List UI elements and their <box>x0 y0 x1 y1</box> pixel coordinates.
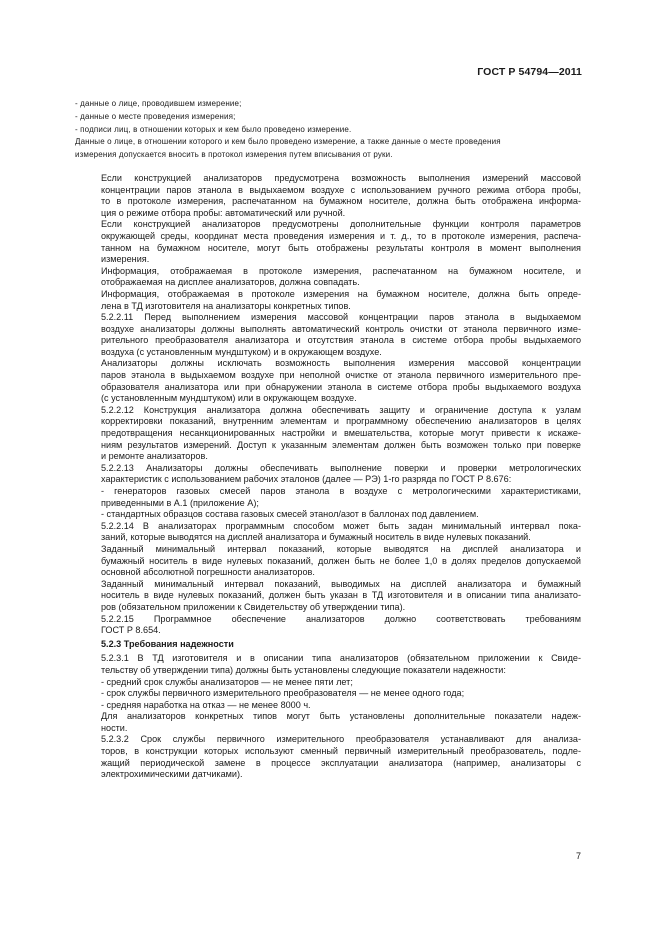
list-item <box>75 700 581 712</box>
text-line: Заданный минимальный интервал показаний, которые выводятся на дисплей анализатора и <box>101 543 581 554</box>
text-line: Если конструкцией анализаторов предусмотрена возможность выполнения измерений массовой <box>101 172 581 183</box>
text-line: Если конструкцией анализаторов предусмотрены дополнительные функции контроля параметров <box>101 219 581 230</box>
text-line: 5.2.3.2 Срок службы первичного измерительного преобразователя устанавливают для анализа- <box>101 734 581 745</box>
text-line: Для анализаторов конкретных типов могут быть установлены дополнительные показатели надеж- <box>101 711 581 722</box>
paragraph <box>75 711 581 734</box>
text-line: характеристик с использованием рабочих эталонов (далее — РЭ) 1-го разряда по ГОСТ Р 8.676: <box>101 474 512 485</box>
paragraph <box>75 289 581 312</box>
list-item <box>75 509 581 521</box>
text-line: 5.2.2.13 Анализаторы должны обеспечивать выполнение поверки и проверки метрологических <box>101 462 581 473</box>
paragraph <box>75 266 581 289</box>
text-line: 5.2.2.11 Перед выполнением измерения массовой концентрации паров этанола в выдыхаемом <box>101 312 581 323</box>
page-content <box>75 98 581 781</box>
text-line: носитель в виде нулевых показаний, должен быть указан в ТД изготовителя и в описании типа анализато- <box>101 590 581 601</box>
page-number: 7 <box>575 851 581 861</box>
text-line: - средняя наработка на отказ — не менее 8000 ч. <box>101 699 311 710</box>
text-line: рительного преобразователя анализатора и отсутствия этанола в системе отбора пробы выдыхаемого <box>101 335 581 346</box>
text-line: ности. <box>101 722 128 733</box>
text-line: 5.2.2.14 В анализаторах программным способом может быть задан минимальный интервал пока- <box>101 520 581 531</box>
small-print-block <box>75 98 581 162</box>
text-line: - стандартных образцов состава газовых смесей этанол/азот в баллонах под давлением. <box>101 509 479 520</box>
small-line: - данные о месте проведения измерения; <box>75 111 236 121</box>
list-item <box>75 677 581 689</box>
text-line: 5.2.3.1 В ТД изготовителя и в описании типа анализаторов (обязательном приложении к Свиде- <box>101 653 581 664</box>
text-line: окружающей среды, координат места проведения измерения и т. д., то в протоколе измерения, распеча- <box>101 230 581 241</box>
text-line: 5.2.2.15 Программное обеспечение анализаторов должно соответствовать требованиям <box>101 613 581 624</box>
text-line: Информация, отображаемая в протоколе измерения на бумажном носителе, должна быть опреде- <box>101 288 581 299</box>
text-line: ров (обязательном приложении к Свидетельству об утверждении типа). <box>101 601 406 612</box>
paragraph <box>75 173 581 219</box>
text-line: Информация, отображаемая в протоколе измерения, распечатанном на бумажном носителе, и <box>101 265 581 276</box>
paragraph <box>75 653 581 676</box>
text-line: ГОСТ Р 8.654. <box>101 625 161 636</box>
paragraph <box>75 463 581 486</box>
text-line: электрохимическими датчиками). <box>101 769 243 780</box>
text-line: отображаемая на дисплее анализаторов, должна совпадать. <box>101 277 360 288</box>
text-line: тельству об утверждении типа) должны быть установлены следующие показатели надежности: <box>101 664 506 675</box>
small-line: Данные о лице, в отношении которого и кем было проведено измерение, а также данные о месте проведения <box>75 137 501 147</box>
text-line: корректировки показаний, внутренним элементам и программному обеспечению анализаторов в целях <box>101 416 581 427</box>
text-line: ция о режиме отбора пробы: автоматический или ручной. <box>101 207 346 218</box>
small-line: - данные о лице, проводившем измерение; <box>75 99 242 108</box>
text-line: Анализаторы должны исключать возможность выполнения измерения массовой концентрации <box>101 358 581 369</box>
paragraph <box>75 521 581 544</box>
text-line: лена в ТД изготовителя на анализаторы конкретных типов. <box>101 300 351 311</box>
small-line: измерения допускается вносить в протокол измерения путем вписывания от руки. <box>75 150 393 160</box>
text-line: - средний срок службы анализаторов — не менее пяти лет; <box>101 676 353 687</box>
paragraph <box>75 219 581 265</box>
paragraph <box>75 358 581 404</box>
text-line: танном на бумажном носителе, могут быть отображены результаты контроля в момент выполнения <box>101 242 581 253</box>
paragraph <box>75 544 581 579</box>
text-line: жащий периодической замене в процессе эксплуатации анализатора (например, анализаторы с <box>101 757 581 768</box>
paragraph <box>75 734 581 780</box>
section-heading: 5.2.3 Требования надежности <box>101 638 234 649</box>
paragraph <box>75 579 581 614</box>
text-line: измерения. <box>101 254 150 265</box>
text-line: образователя анализатора или при обнаружении этанола в системе отбора пробы выдыхаемого воздуха <box>101 381 581 392</box>
text-line: паров этанола в выдыхаемом воздухе при неполной очистке от этанола первичного измерительного пре- <box>101 370 581 381</box>
text-line: торов, в конструкции которых используют сменный первичный измерительный преобразователь, подле- <box>101 746 581 757</box>
main-text <box>75 173 581 781</box>
list-item <box>75 688 581 700</box>
paragraph <box>75 614 581 637</box>
text-line: заний, которые выводятся на дисплей анализатора и бумажный носитель в виде нулевых показаний. <box>101 532 531 543</box>
text-line: Заданный минимальный интервал показаний, выводимых на дисплей анализатора и бумажный <box>101 578 581 589</box>
standard-designation: ГОСТ Р 54794—2011 <box>477 66 582 78</box>
text-line: предотвращения несанкционированных настройки и вмешательства, которые могут привести к искаже- <box>101 428 581 439</box>
text-line: воздуха (с установленным мундштуком) и в окружающем воздухе. <box>101 346 382 357</box>
text-line: основной абсолютной погрешности анализаторов. <box>101 567 315 578</box>
text-line: - генераторов газовых смесей паров этанола в воздухе с метрологическими характеристиками, <box>101 486 581 497</box>
text-line: концентрации паров этанола в выдыхаемом воздухе с использованием ручного режима отбора пробы, <box>101 184 581 195</box>
text-line: приведенными в А.1 (приложение А); <box>101 497 259 508</box>
text-line: бумажный носитель в виде нулевых показаний, должен быть не более 1,0 в долях пределов допускаемой <box>101 555 581 566</box>
paragraph <box>75 312 581 358</box>
text-line: и ремонте анализаторов. <box>101 451 208 462</box>
text-line: - срок службы первичного измерительного преобразователя — не менее одного года; <box>101 688 465 699</box>
text-line: то в протоколе измерения, распечатанном на бумажном носителе, должна быть отображена информа- <box>101 196 581 207</box>
list-item <box>75 486 581 509</box>
text-line: воздухе анализаторы должны выполнять автоматический контроль очистки от этанола первичного изме- <box>101 323 581 334</box>
small-line: - подписи лиц, в отношении которых и кем было проведено измерение. <box>75 124 352 134</box>
text-line: 5.2.2.12 Конструкция анализатора должна обеспечивать защиту и ограничение доступа к узлам <box>101 404 581 415</box>
paragraph <box>75 405 581 463</box>
text-line: ниям результатов измерений. Доступ к указанным элементам должен быть возможен только при поверке <box>101 439 581 450</box>
text-line: (с установленным мундштуком) или в окружающем воздухе. <box>101 393 357 404</box>
